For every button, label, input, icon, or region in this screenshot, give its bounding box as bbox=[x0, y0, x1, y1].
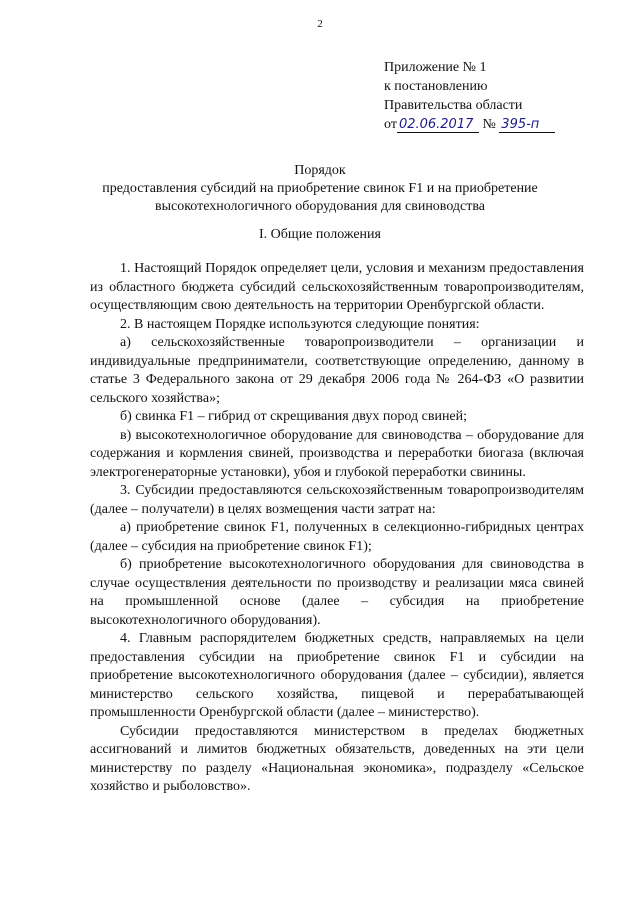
paragraph: а) сельскохозяйственные товаропроизводители – организации и индивидуальные предприниматели, соответствующие определению, данному в статье 3 Федерального закона от 29 декабря 2006 года № 264-ФЗ «О развитии сельского хозяйства»; bbox=[90, 335, 584, 406]
section-title: I. Общие положения bbox=[259, 227, 381, 242]
number-prefix: № bbox=[482, 117, 496, 132]
paragraph: Субсидии предоставляются министерством в пределах бюджетных ассигнований и лимитов бюджетных обязательств, доведенных на эти цели министерству по разделу «Национальная экономика», подразделу «Сельское хозяйство и рыболовство». bbox=[90, 723, 584, 794]
paragraph: б) свинка F1 – гибрид от скрещивания двух пород свиней; bbox=[120, 409, 468, 424]
paragraph: в) высокотехнологичное оборудование для свиноводства – оборудование для содержания и кормления свиней, производства и переработки биогаза (включая электрогенераторные установки), убоя и глубокой переработки свинины. bbox=[90, 427, 584, 480]
paragraph: 2. В настоящем Порядке используются следующие понятия: bbox=[120, 316, 480, 332]
appendix-line-1: Приложение № 1 bbox=[384, 60, 487, 75]
document-title bbox=[0, 162, 640, 216]
appendix-date-line bbox=[384, 115, 624, 134]
paragraph: 4. Главным распорядителем бюджетных средств, направляемых на цели предоставления субсидии на приобретение свинок F1 и субсидии на приобретение высокотехнологичного оборудования (далее – субсидии), является министерство сельского хозяйства, пищевой и перерабатывающей промышленности Оренбургской области (далее – министерство). bbox=[90, 631, 584, 720]
paragraph: 3. Субсидии предоставляются сельскохозяйственным товаропроизводителям (далее – получатели) в целях возмещения части затрат на: bbox=[90, 483, 584, 517]
paragraph: 1. Настоящий Порядок определяет цели, условия и механизм предоставления из областного бюджета субсидий сельскохозяйственным товаропроизводителям, осуществляющим свою деятельность на территории Оренбургской области. bbox=[90, 261, 584, 313]
handwritten-date: 02.06.2017 bbox=[397, 117, 479, 133]
title-line-1: Порядок bbox=[294, 163, 346, 178]
title-line-2: предоставления субсидий на приобретение свинок F1 и на приобретение bbox=[102, 181, 538, 196]
title-line-3: высокотехнологичного оборудования для свиноводства bbox=[154, 199, 486, 214]
appendix-line-2: к постановлению bbox=[384, 79, 488, 94]
appendix-block bbox=[384, 58, 624, 134]
date-prefix: от bbox=[384, 117, 397, 132]
paragraph: а) приобретение свинок F1, полученных в селекционно-гибридных центрах (далее – субсидия на приобретение свинок F1); bbox=[90, 520, 584, 554]
appendix-line-3: Правительства области bbox=[384, 98, 523, 113]
page-number: 2 bbox=[317, 18, 323, 30]
body-text bbox=[90, 260, 584, 797]
handwritten-number: 395-п bbox=[499, 117, 555, 133]
paragraph: б) приобретение высокотехнологичного оборудования для свиноводства в случае осуществления деятельности по производству и реализации мяса свиней на промышленной основе (далее – субсидия на приобретение высокотехнологичного оборудования). bbox=[90, 557, 584, 628]
